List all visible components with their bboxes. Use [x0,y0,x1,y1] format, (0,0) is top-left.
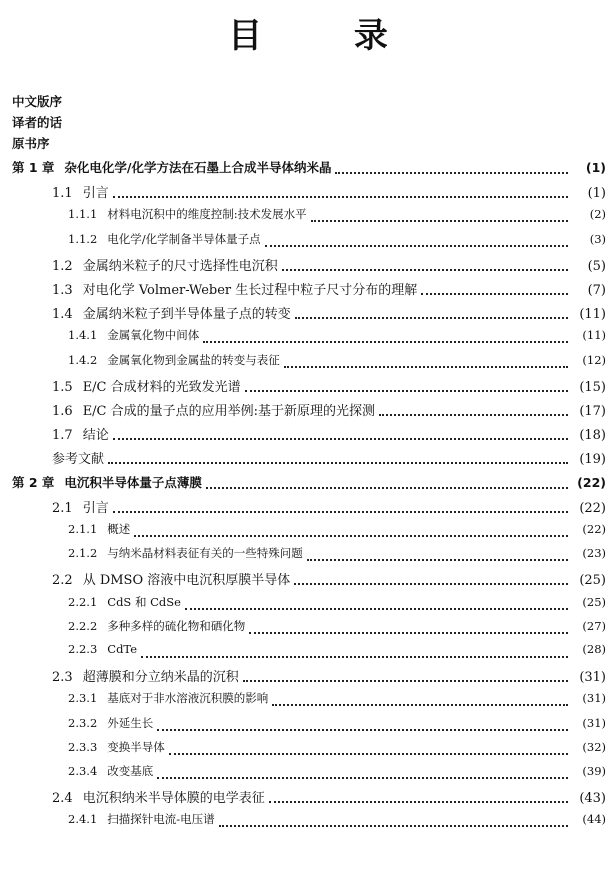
entry-number: 1.7 [52,428,73,444]
entry-number: 1.4.2 [68,352,98,367]
entry-page-number: (44) [582,812,606,827]
entry-number: 2.3.4 [68,764,98,778]
section-entry[interactable] [52,666,606,688]
entry-title: 金属纳米粒子的尺寸选择性电沉积 [82,258,278,274]
dot-leader [108,454,568,464]
entry-title: 变换半导体 [107,739,165,754]
entry-number: 1.1 [52,186,73,202]
dot-leader [157,769,568,779]
entry-number: 2.1.2 [68,546,98,561]
entry-page-number: (1) [587,186,606,202]
entry-page-number: (28) [582,642,606,656]
section-entry[interactable] [52,424,606,446]
entry-title: 扫描探针电流-电压谱 [107,812,215,827]
entry-title: 杂化电化学/化学方法在石墨上合成半导体纳米晶 [64,160,332,175]
entry-page-number: (31) [579,670,606,686]
entry-title: CdS 和 CdSe [107,594,181,609]
dot-leader [203,333,568,343]
dot-leader [185,600,568,610]
entry-title: 从 DMSO 溶液中电沉积厚膜半导体 [82,573,291,589]
section-entry[interactable] [52,497,606,519]
entry-title: 金属氧化物到金属盐的转变与表征 [107,352,280,367]
entry-number: 2.3.2 [68,715,98,730]
front-matter-item[interactable]: 原书序 [12,136,50,151]
entry-number: 2.4.1 [68,812,98,827]
entry-number: 2.2 [52,573,73,589]
dot-leader [141,648,568,658]
entry-page-number: (43) [579,791,606,807]
subsection-entry[interactable] [68,231,606,253]
entry-page-number: (23) [582,546,606,561]
entry-number: 1.3 [52,283,73,298]
dot-leader [206,479,568,489]
entry-page-number: (15) [579,379,606,395]
dot-leader [282,261,568,271]
entry-number: 2.1.1 [68,522,98,536]
entry-title: 概述 [107,522,131,536]
entry-page-number: (39) [582,764,606,778]
dot-leader [311,212,568,222]
section-entry[interactable] [52,255,606,277]
subsection-entry[interactable] [68,327,606,349]
entry-page-number: (22) [579,500,606,516]
entry-number: 1.6 [52,404,73,419]
dot-leader [249,624,568,634]
entry-page-number: (31) [582,715,606,730]
dot-leader [379,406,568,416]
subsection-entry[interactable] [68,690,606,712]
entry-title: 金属纳米粒子到半导体量子点的转变 [82,307,291,323]
section-entry[interactable] [52,787,606,809]
entry-title: E/C 合成材料的光致发光谱 [82,379,241,395]
entry-page-number: (31) [582,691,606,706]
section-entry[interactable] [52,182,606,204]
subsection-entry[interactable] [68,739,606,761]
section-entry[interactable] [52,303,606,325]
dot-leader [219,817,568,827]
entry-number: 1.2 [52,258,73,274]
entry-number: 2.3.1 [68,691,98,706]
entry-number: 1.4.1 [68,328,98,343]
dot-leader [157,721,568,731]
dot-leader [265,237,568,247]
subsection-entry[interactable] [68,811,606,833]
entry-page-number: (2) [589,207,606,222]
entry-number: 2.4 [52,791,73,807]
entry-title: 金属氧化物中间体 [107,328,200,343]
dot-leader [113,430,568,440]
entry-page-number: (18) [579,428,606,444]
entry-page-number: (22) [582,522,606,536]
dot-leader [243,672,568,682]
entry-title: 基底对于非水溶液沉积膜的影响 [107,691,269,706]
entry-page-number: (32) [582,739,606,754]
dot-leader [284,358,568,368]
entry-title: 电化学/化学制备半导体量子点 [107,231,261,246]
entry-number: 1.1.1 [68,207,98,222]
dot-leader [307,551,568,561]
entry-title: 引言 [82,186,109,202]
subsection-entry[interactable] [68,642,606,664]
entry-title: 改变基底 [107,764,154,778]
dot-leader [295,309,568,319]
dot-leader [294,575,568,585]
entry-page-number: (25) [579,573,606,589]
entry-title: E/C 合成的量子点的应用举例:基于新原理的光探测 [82,404,376,419]
entry-title: 与纳米晶材料表征有关的一些特殊问题 [107,546,303,561]
section-entry[interactable] [52,448,606,470]
subsection-entry[interactable] [68,521,606,543]
entry-title: 材料电沉积中的维度控制:技术发展水平 [107,207,307,222]
entry-page-number: (3) [589,231,606,246]
entry-title: 多种多样的硫化物和硒化物 [107,618,246,633]
entry-page-number: (1) [585,160,606,175]
page-title: 目 录 [228,16,428,56]
entry-number: 2.2.2 [68,618,98,633]
chapter-entry[interactable] [12,158,606,180]
subsection-entry[interactable] [68,352,606,374]
subsection-entry[interactable] [68,594,606,616]
chapter-entry[interactable] [12,473,606,495]
section-entry[interactable] [52,569,606,591]
entry-page-number: (7) [587,283,606,298]
entry-title: 对电化学 Volmer-Weber 生长过程中粒子尺寸分布的理解 [82,283,418,298]
entry-title: 电沉积纳米半导体膜的电学表征 [82,791,265,807]
entry-title: 结论 [82,428,109,444]
entry-page-number: (25) [582,594,606,609]
subsection-entry[interactable] [68,618,606,640]
front-matter-item[interactable]: 译者的话 [12,115,63,130]
entry-page-number: (17) [579,404,606,419]
entry-number: 2.3 [52,670,73,686]
entry-page-number: (19) [579,452,606,468]
dot-leader [269,793,568,803]
dot-leader [134,527,568,537]
entry-title: 参考文献 [52,452,105,468]
entry-title: 外延生长 [107,715,154,730]
front-matter-item[interactable]: 中文版序 [12,94,63,109]
entry-page-number: (12) [582,352,606,367]
entry-number: 2.1 [52,500,73,516]
entry-page-number: (11) [579,307,606,323]
entry-number: 2.3.3 [68,739,98,754]
entry-page-number: (5) [587,258,606,274]
subsection-entry[interactable] [68,545,606,567]
subsection-entry[interactable] [68,715,606,737]
section-entry[interactable] [52,376,606,398]
entry-page-number: (22) [577,474,606,490]
dot-leader [272,696,568,706]
entry-number: 1.1.2 [68,231,98,246]
entry-number: 第 2 章 [12,474,55,490]
entry-number: 2.2.3 [68,642,98,656]
entry-number: 第 1 章 [12,160,55,175]
dot-leader [169,745,568,755]
dot-leader [113,503,568,513]
entry-page-number: (27) [582,618,606,633]
subsection-entry[interactable] [68,206,606,228]
entry-number: 2.2.1 [68,594,98,609]
entry-page-number: (11) [582,328,606,343]
subsection-entry[interactable] [68,763,606,785]
entry-title: 电沉积半导体量子点薄膜 [64,474,202,490]
entry-title: 引言 [82,500,109,516]
section-entry[interactable] [52,279,606,301]
entry-number: 1.4 [52,307,73,323]
dot-leader [335,164,568,174]
dot-leader [421,285,568,295]
entry-title: CdTe [107,642,138,656]
dot-leader [245,382,568,392]
entry-title: 超薄膜和分立纳米晶的沉积 [82,670,239,686]
dot-leader [113,188,568,198]
section-entry[interactable] [52,400,606,422]
entry-number: 1.5 [52,379,73,395]
